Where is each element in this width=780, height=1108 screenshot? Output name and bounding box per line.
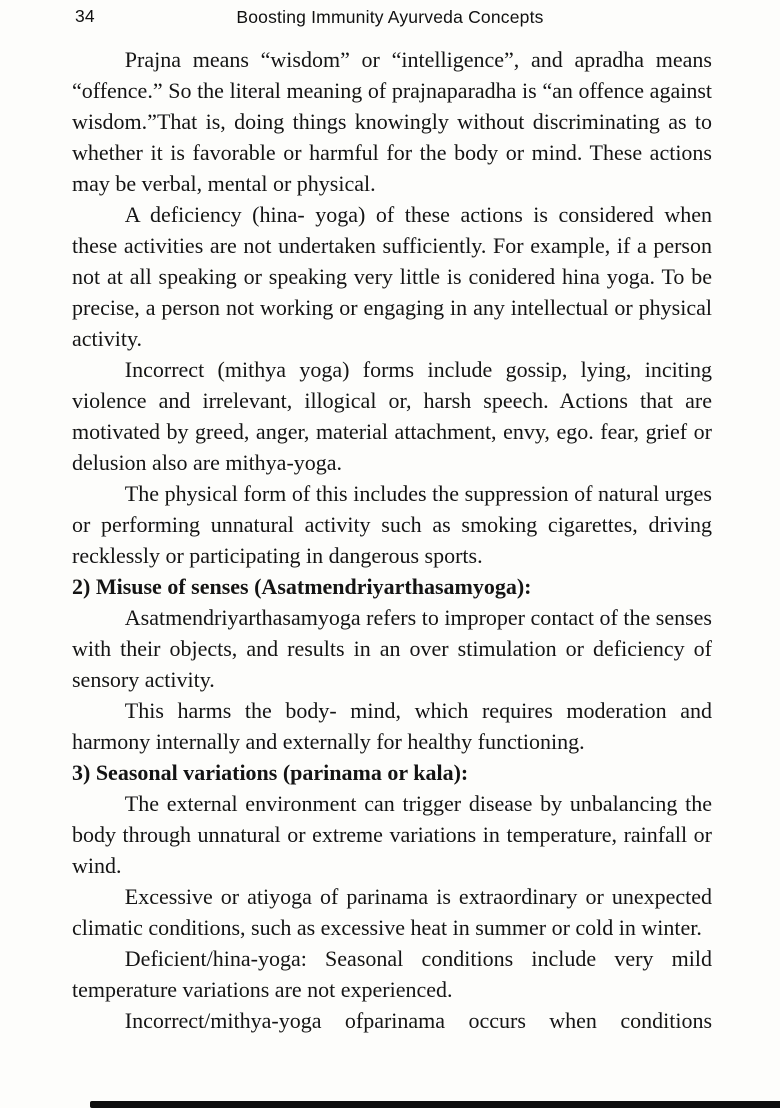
paragraph-deficient-hina-yoga: Deficient/hina-yoga: Seasonal conditions include very mild temperature variations are not experienced. — [72, 946, 712, 1002]
paragraph-body-mind-harmony: This harms the body- mind, which requires moderation and harmony internally and externally for healthy functioning. — [72, 698, 712, 754]
scan-edge-artifact — [90, 1101, 780, 1108]
paragraph-hina-yoga-deficiency: A deficiency (hina- yoga) of these actions is considered when these activities are not undertaken sufficiently. For example, if a person not at all speaking or speaking very little is conidered hina yoga. To be precise, a person not working or engaging in any intellectual or physical activity. — [72, 202, 712, 351]
running-title: Boosting Immunity Ayurveda Concepts — [236, 7, 544, 27]
paragraph-prajnaparadha-definition: Prajna means “wisdom” or “intelligence”, and apradha means “offence.” So the literal meaning of prajnaparadha is “an offence against wisdom.”That is, doing things knowingly without discriminating as to whether it is favorable or harmful for the body or mind. These actions may be verbal, mental or physical. — [72, 47, 712, 196]
paragraph-asatmendriyarthasamyoga: Asatmendriyarthasamyoga refers to improper contact of the senses with their objects, and results in an over stimulation or deficiency of sensory activity. — [72, 605, 712, 692]
paragraph-atiyoga-parinama: Excessive or atiyoga of parinama is extraordinary or unexpected climatic conditions, such as excessive heat in summer or cold in winter. — [72, 884, 712, 940]
section-heading-misuse-of-senses: 2) Misuse of senses (Asatmendriyarthasamyoga): — [72, 574, 532, 599]
paragraph-external-environment: The external environment can trigger disease by unbalancing the body through unnatural or extreme variations in temperature, rainfall or wind. — [72, 791, 712, 878]
page-number: 34 — [75, 6, 95, 26]
paragraph-incorrect-mithya-yoga-continued: Incorrect/mithya-yoga ofparinama occurs when conditions — [124, 1008, 712, 1033]
paragraph-mithya-yoga-incorrect: Incorrect (mithya yoga) forms include gossip, lying, inciting violence and irrelevant, illogical or, harsh speech. Actions that are motivated by greed, anger, material attachment, envy, ego. fear, grief or delusion also are mithya-yoga. — [72, 357, 712, 475]
page-header — [0, 0, 780, 31]
section-heading-seasonal-variations: 3) Seasonal variations (parinama or kala): — [72, 760, 469, 785]
page-body — [72, 44, 712, 1036]
paragraph-physical-form: The physical form of this includes the suppression of natural urges or performing unnatural activity such as smoking cigarettes, driving recklessly or participating in dangerous sports. — [72, 481, 712, 568]
